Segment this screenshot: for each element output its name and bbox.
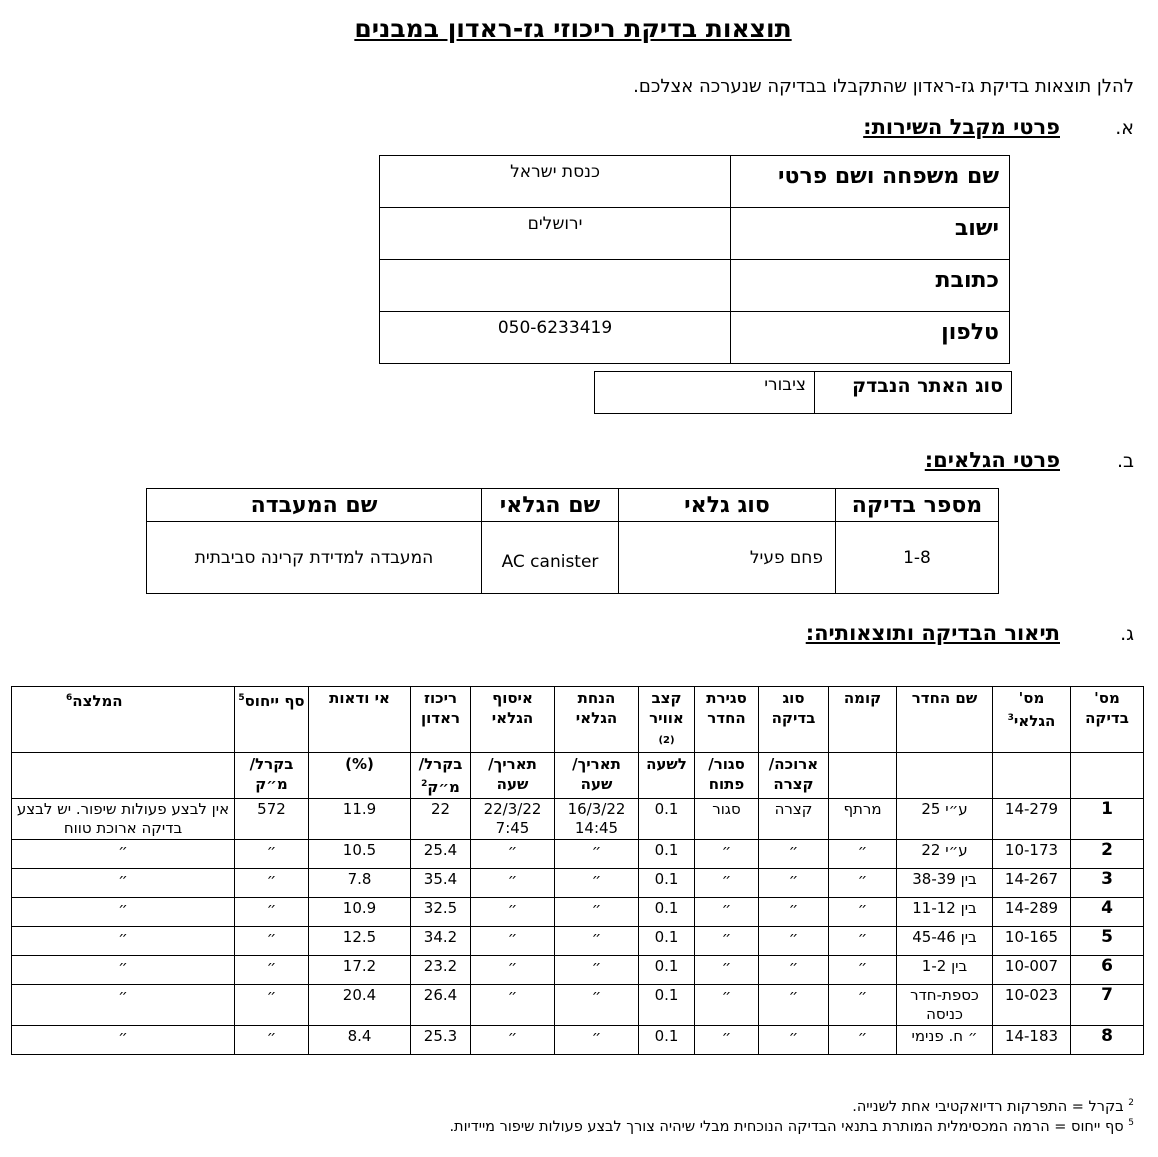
cell-test-no: 5 — [1071, 927, 1144, 956]
cell-placed: ״ — [555, 840, 639, 869]
cell-floor: ״ — [829, 869, 897, 898]
cell-recommendation: ״ — [12, 956, 235, 985]
site-type-label: סוג האתר הנבדק — [815, 372, 1012, 414]
cell-reference: ״ — [235, 840, 309, 869]
header-detector-type: סוג גלאי — [619, 489, 836, 522]
cell-placed: 16/3/22 14:45 — [555, 799, 639, 840]
cell-uncertainty: 20.4 — [309, 985, 411, 1026]
cell-closure: ״ — [695, 1026, 759, 1055]
site-type-table — [594, 371, 1012, 414]
value-city: ירושלים — [380, 208, 731, 260]
table-row — [12, 840, 1144, 869]
col-floor: קומה — [829, 687, 897, 753]
header-test-number: מספר בדיקה — [836, 489, 999, 522]
cell-detector: 10-023 — [993, 985, 1071, 1026]
cell-detector: 14-267 — [993, 869, 1071, 898]
col-room-name: שם החדר — [897, 687, 993, 753]
cell-detector-type: פחם פעיל — [619, 522, 836, 594]
cell-detector: 10-165 — [993, 927, 1071, 956]
cell-vent: 0.1 — [639, 985, 695, 1026]
cell-floor: מרתף — [829, 799, 897, 840]
cell-floor: ״ — [829, 1026, 897, 1055]
unit-recommendation — [12, 753, 235, 799]
cell-placed: ״ — [555, 956, 639, 985]
page-title: תוצאות בדיקת ריכוזי גז-ראדון במבנים — [354, 14, 792, 43]
cell-floor: ״ — [829, 927, 897, 956]
cell-room: בין 1-2 — [897, 956, 993, 985]
cell-placed: ״ — [555, 985, 639, 1026]
cell-recommendation: ״ — [12, 927, 235, 956]
cell-radon: 35.4 — [411, 869, 471, 898]
cell-test-no: 8 — [1071, 1026, 1144, 1055]
cell-reference: ״ — [235, 869, 309, 898]
table-row — [12, 869, 1144, 898]
client-row-address — [380, 260, 1010, 312]
col-radon: ריכוז ראדון — [411, 687, 471, 753]
client-row-phone — [380, 312, 1010, 364]
cell-closure: ״ — [695, 956, 759, 985]
cell-collected: ״ — [471, 869, 555, 898]
unit-reference: בקרל/ מ״ק — [235, 753, 309, 799]
cell-test-no: 3 — [1071, 869, 1144, 898]
cell-room: בין 38-39 — [897, 869, 993, 898]
cell-vent: 0.1 — [639, 956, 695, 985]
cell-closure: ״ — [695, 869, 759, 898]
value-address — [380, 260, 731, 312]
cell-type: ״ — [759, 1026, 829, 1055]
cell-uncertainty: 11.9 — [309, 799, 411, 840]
cell-lab-name: המעבדה למדידת קרינה סביבתית — [147, 522, 482, 594]
cell-room: ע״י 22 — [897, 840, 993, 869]
col-reference: סף ייחוס$^5$ — [235, 687, 309, 753]
col-ventilation: קצב אוויר (2) — [639, 687, 695, 753]
cell-uncertainty: 10.5 — [309, 840, 411, 869]
label-city: ישוב — [731, 208, 1010, 260]
detector-details-table — [146, 488, 999, 594]
cell-room: ע״י 25 — [897, 799, 993, 840]
cell-recommendation: ״ — [12, 985, 235, 1026]
section-c-letter: ג. — [1120, 623, 1134, 645]
value-phone: 050-6233419 — [380, 312, 731, 364]
unit-collected: תאריך/ שעה — [471, 753, 555, 799]
cell-test-no: 1 — [1071, 799, 1144, 840]
client-row-name — [380, 156, 1010, 208]
unit-radon: בקרל/ מ״ק$^2$ — [411, 753, 471, 799]
cell-collected: ״ — [471, 1026, 555, 1055]
cell-vent: 0.1 — [639, 898, 695, 927]
section-b-title: פרטי הגלאים: — [924, 448, 1060, 472]
cell-reference: ״ — [235, 1026, 309, 1055]
cell-radon: 26.4 — [411, 985, 471, 1026]
cell-uncertainty: 10.9 — [309, 898, 411, 927]
cell-floor: ״ — [829, 898, 897, 927]
cell-vent: 0.1 — [639, 869, 695, 898]
cell-detector: 14-289 — [993, 898, 1071, 927]
cell-placed: ״ — [555, 1026, 639, 1055]
cell-uncertainty: 12.5 — [309, 927, 411, 956]
table-row — [12, 898, 1144, 927]
cell-vent: 0.1 — [639, 927, 695, 956]
cell-vent: 0.1 — [639, 799, 695, 840]
value-name: כנסת ישראל — [380, 156, 731, 208]
cell-detector: 10-173 — [993, 840, 1071, 869]
cell-collected: ״ — [471, 840, 555, 869]
cell-collected: ״ — [471, 956, 555, 985]
label-phone: טלפון — [731, 312, 1010, 364]
cell-closure: ״ — [695, 927, 759, 956]
cell-floor: ״ — [829, 956, 897, 985]
cell-vent: 0.1 — [639, 840, 695, 869]
cell-reference: ״ — [235, 898, 309, 927]
col-placed: הנחת הגלאי — [555, 687, 639, 753]
cell-uncertainty: 8.4 — [309, 1026, 411, 1055]
cell-type: ״ — [759, 840, 829, 869]
footnote-reference: $^5$ סף ייחוס = הרמה המכסימלית המותרת בתנאי הבדיקה הנוכחית מבלי שיהיה צורך לבצע פעולות שיפור מיידיות. — [449, 1118, 1134, 1135]
cell-radon: 23.2 — [411, 956, 471, 985]
cell-reference: ״ — [235, 956, 309, 985]
cell-room: כספת-חדר כניסה — [897, 985, 993, 1026]
table-row — [12, 985, 1144, 1026]
cell-collected: ״ — [471, 985, 555, 1026]
cell-radon: 34.2 — [411, 927, 471, 956]
cell-recommendation: ״ — [12, 840, 235, 869]
unit-ventilation: לשעה — [639, 753, 695, 799]
cell-vent: 0.1 — [639, 1026, 695, 1055]
col-test-type: סוג בדיקה — [759, 687, 829, 753]
cell-radon: 25.4 — [411, 840, 471, 869]
cell-closure: ״ — [695, 898, 759, 927]
cell-room: בין 45-46 — [897, 927, 993, 956]
unit-test-type: ארוכה/ קצרה — [759, 753, 829, 799]
cell-placed: ״ — [555, 869, 639, 898]
cell-recommendation: ״ — [12, 898, 235, 927]
cell-floor: ״ — [829, 840, 897, 869]
cell-test-no: 6 — [1071, 956, 1144, 985]
cell-floor: ״ — [829, 985, 897, 1026]
unit-room-name — [897, 753, 993, 799]
cell-closure: ״ — [695, 840, 759, 869]
col-uncertainty: אי ודאות — [309, 687, 411, 753]
label-name: שם משפחה ושם פרטי — [731, 156, 1010, 208]
col-collected: איסוף הגלאי — [471, 687, 555, 753]
cell-detector-name: AC canister — [482, 522, 619, 594]
cell-radon: 22 — [411, 799, 471, 840]
cell-collected: ״ — [471, 898, 555, 927]
cell-reference: 572 — [235, 799, 309, 840]
cell-type: קצרה — [759, 799, 829, 840]
cell-collected: ״ — [471, 927, 555, 956]
cell-placed: ״ — [555, 898, 639, 927]
cell-test-number: 1-8 — [836, 522, 999, 594]
cell-test-no: 2 — [1071, 840, 1144, 869]
results-table — [11, 686, 1144, 1055]
results-header-row — [12, 687, 1144, 753]
site-type-value: ציבורי — [595, 372, 815, 414]
intro-text: להלן תוצאות בדיקת גז-ראדון שהתקבלו בבדיקה שנערכה אצלכם. — [633, 76, 1134, 97]
unit-detector-number — [993, 753, 1071, 799]
cell-reference: ״ — [235, 927, 309, 956]
cell-room: ״ ח. פנימי — [897, 1026, 993, 1055]
col-test-number: מס' בדיקה — [1071, 687, 1144, 753]
cell-closure: סגור — [695, 799, 759, 840]
cell-type: ״ — [759, 869, 829, 898]
unit-placed: תאריך/ שעה — [555, 753, 639, 799]
col-recommendation: המלצה$^6$ — [12, 687, 235, 753]
header-lab-name: שם המעבדה — [147, 489, 482, 522]
cell-type: ״ — [759, 898, 829, 927]
cell-closure: ״ — [695, 985, 759, 1026]
results-units-row — [12, 753, 1144, 799]
section-a-letter: א. — [1115, 117, 1134, 139]
cell-type: ״ — [759, 985, 829, 1026]
cell-reference: ״ — [235, 985, 309, 1026]
cell-uncertainty: 17.2 — [309, 956, 411, 985]
table-row — [12, 799, 1144, 840]
cell-radon: 25.3 — [411, 1026, 471, 1055]
table-row — [12, 956, 1144, 985]
cell-detector: 14-279 — [993, 799, 1071, 840]
footnote-becquerel: $^2$ בקרל = התפרקות רדיואקטיבי אחת לשנייה. — [852, 1098, 1134, 1115]
cell-recommendation: ״ — [12, 1026, 235, 1055]
table-row — [12, 1026, 1144, 1055]
cell-radon: 32.5 — [411, 898, 471, 927]
client-details-table — [379, 155, 1010, 364]
label-address: כתובת — [731, 260, 1010, 312]
header-detector-name: שם הגלאי — [482, 489, 619, 522]
cell-detector: 14-183 — [993, 1026, 1071, 1055]
unit-floor — [829, 753, 897, 799]
cell-room: בין 11-12 — [897, 898, 993, 927]
cell-test-no: 4 — [1071, 898, 1144, 927]
col-detector-number: מס' הגלאי$^3$ — [993, 687, 1071, 753]
table-row — [12, 927, 1144, 956]
cell-detector: 10-007 — [993, 956, 1071, 985]
unit-room-closure: סגור/ פתוח — [695, 753, 759, 799]
cell-collected: 22/3/22 7:45 — [471, 799, 555, 840]
section-c-title: תיאור הבדיקה ותוצאותיה: — [805, 621, 1060, 645]
cell-test-no: 7 — [1071, 985, 1144, 1026]
unit-uncertainty: (%) — [309, 753, 411, 799]
cell-type: ״ — [759, 956, 829, 985]
cell-recommendation: ״ — [12, 869, 235, 898]
cell-uncertainty: 7.8 — [309, 869, 411, 898]
cell-type: ״ — [759, 927, 829, 956]
section-b-letter: ב. — [1116, 450, 1134, 472]
cell-placed: ״ — [555, 927, 639, 956]
col-room-closure: סגירת החדר — [695, 687, 759, 753]
client-row-city — [380, 208, 1010, 260]
unit-test-number — [1071, 753, 1144, 799]
section-a-title: פרטי מקבל השירות: — [863, 115, 1060, 139]
cell-recommendation: אין לבצע פעולות שיפור. יש לבצע בדיקה ארוכת טווח — [12, 799, 235, 840]
